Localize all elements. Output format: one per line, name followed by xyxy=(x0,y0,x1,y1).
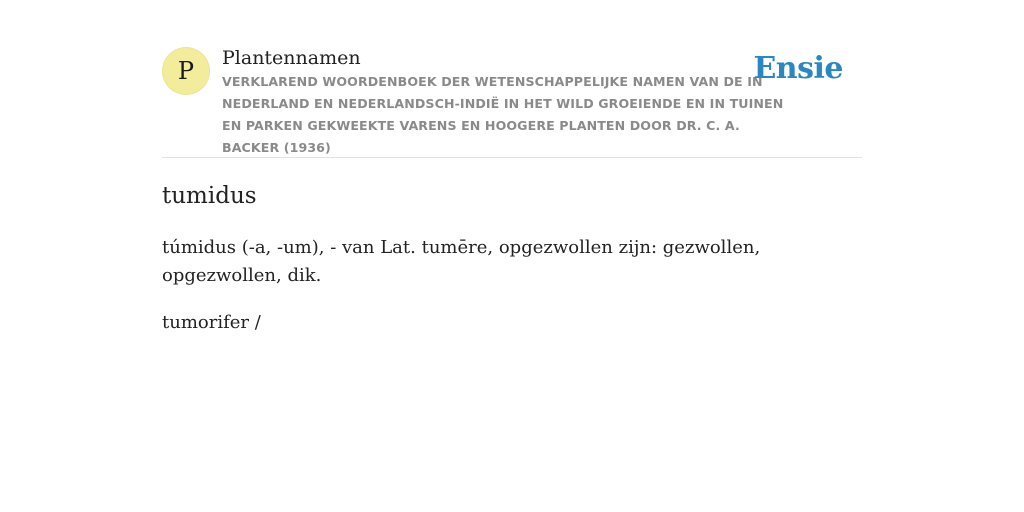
nav-separator: / xyxy=(249,312,261,333)
dictionary-header xyxy=(162,0,862,158)
dictionary-title[interactable]: Plantennamen xyxy=(222,47,361,69)
entry-term: tumidus xyxy=(162,183,257,209)
next-term-link[interactable]: tumorifer xyxy=(162,312,250,333)
entry-navigation xyxy=(162,309,261,337)
dictionary-avatar[interactable] xyxy=(162,47,210,95)
entry-definition: túmidus (-a, -um), - van Lat. tumēre, opgezwollen zijn: gezwollen, opgezwollen, dik. xyxy=(162,237,761,286)
content-container xyxy=(162,0,862,333)
brand-logo[interactable]: Ensie xyxy=(753,51,843,86)
dictionary-subtitle: VERKLAREND WOORDENBOEK DER WETENSCHAPPELIJKE NAMEN VAN DE IN NEDERLAND EN NEDERLANDSCH-INDIË IN HET WILD GROEIENDE EN IN TUINEN EN PARKEN GEKWEEKTE VARENS EN HOOGERE PLANTEN DOOR DR. C. A. BACKER (1936) xyxy=(222,74,784,155)
avatar-letter: P xyxy=(177,57,195,85)
